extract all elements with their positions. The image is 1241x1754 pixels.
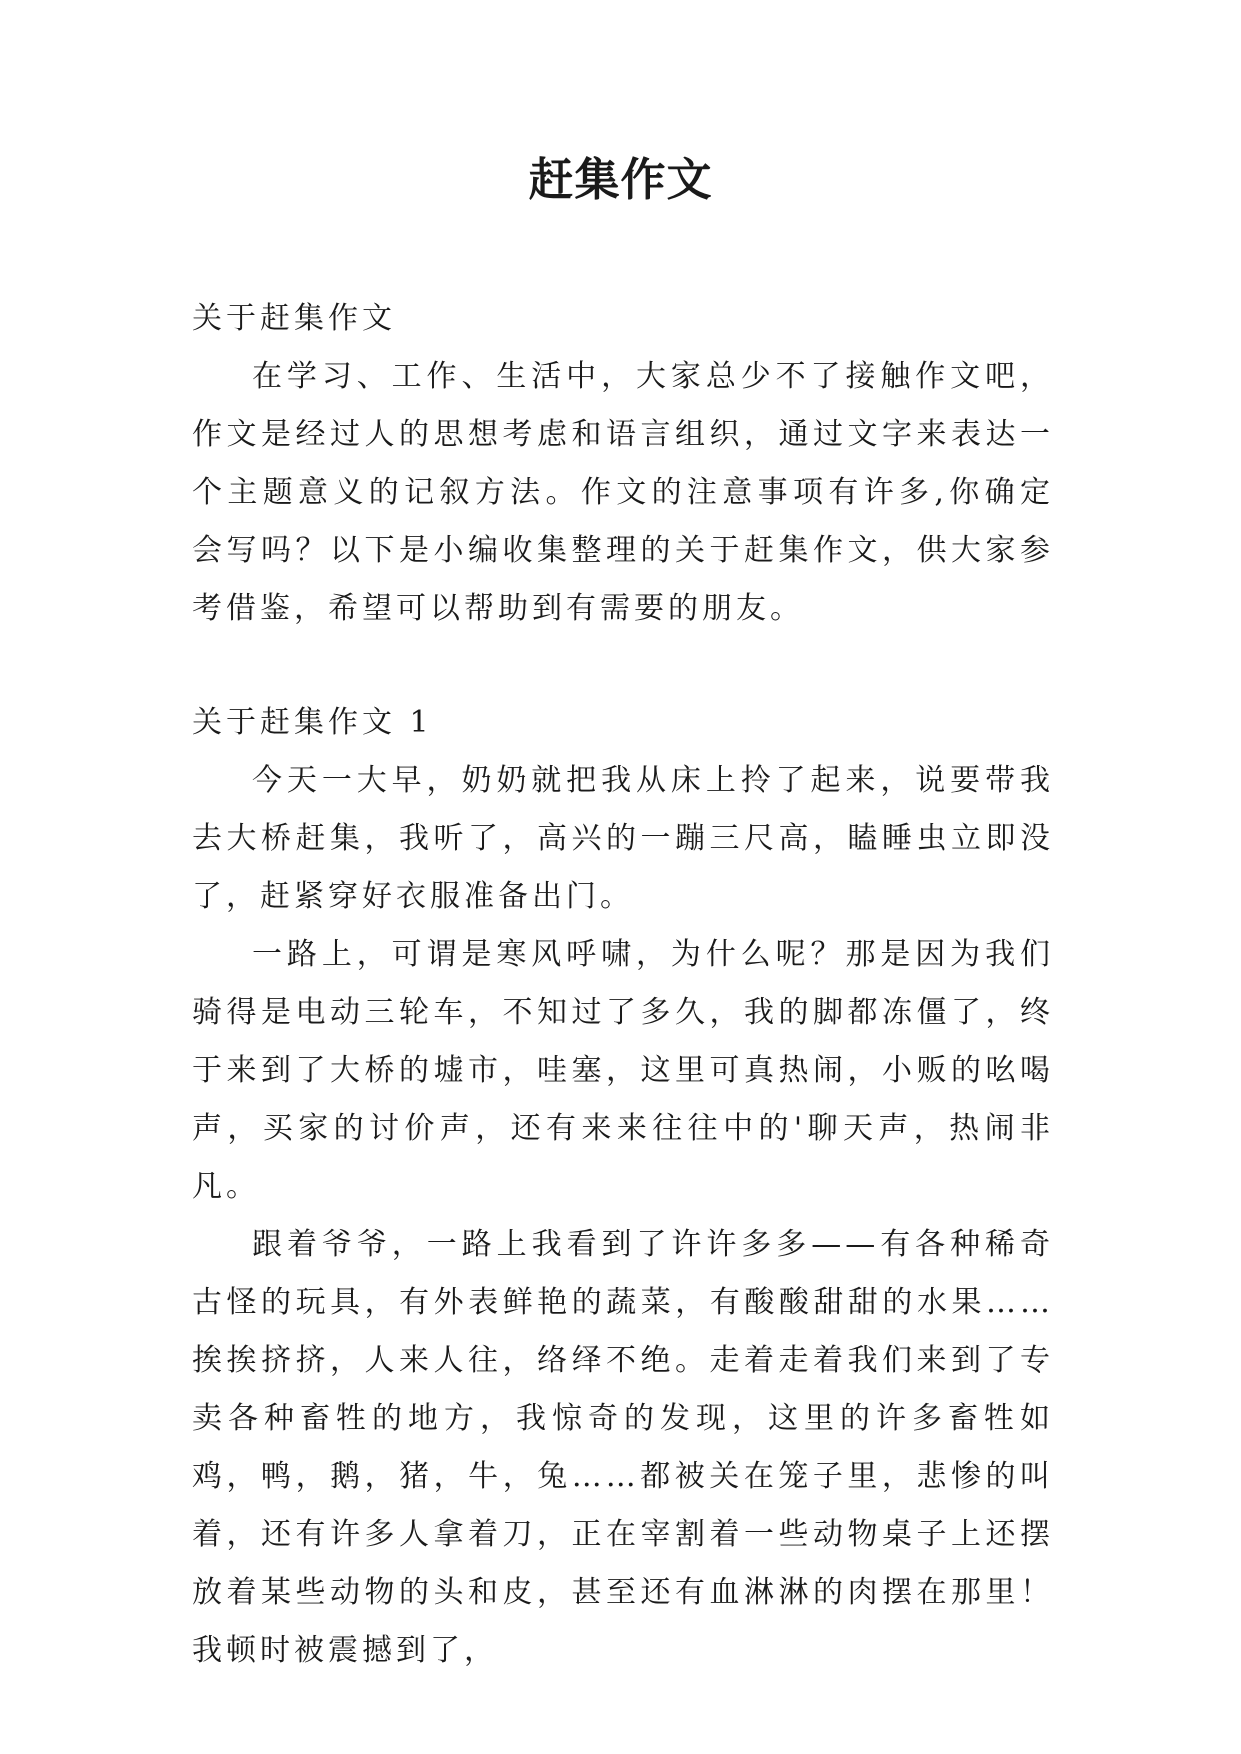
document-body [192, 290, 1054, 1680]
section1-paragraph: 一路上，可谓是寒风呼啸，为什么呢？那是因为我们骑得是电动三轮车，不知过了多久，我的脚都冻僵了，终于来到了大桥的墟市，哇塞，这里可真热闹，小贩的吆喝声，买家的讨价声，还有来来往往中的'聊天声，热闹非凡。 [192, 937, 1054, 1204]
section-spacer [192, 638, 1054, 694]
document-title: 赶集作文 [528, 153, 713, 206]
section1-paragraph: 跟着爷爷，一路上我看到了许许多多——有各种稀奇古怪的玩具，有外表鲜艳的蔬菜，有酸酸甜甜的水果……挨挨挤挤，人来人往，络绎不绝。走着走着我们来到了专卖各种畜牲的地方，我惊奇的发现，这里的许多畜牲如鸡，鸭，鹅，猪，牛，兔……都被关在笼子里，悲惨的叫着，还有许多人拿着刀，正在宰割着一些动物桌子上还摆放着某些动物的头和皮，甚至还有血淋淋的肉摆在那里！我顿时被震撼到了， [192, 1227, 1054, 1668]
section1-paragraph: 今天一大早，奶奶就把我从床上拎了起来，说要带我去大桥赶集，我听了，高兴的一蹦三尺高，瞌睡虫立即没了，赶紧穿好衣服准备出门。 [192, 763, 1054, 914]
section1-heading: 关于赶集作文 1 [192, 705, 433, 740]
intro-heading: 关于赶集作文 [192, 301, 396, 336]
intro-paragraph: 在学习、工作、生活中，大家总少不了接触作文吧，作文是经过人的思想考虑和语言组织，通过文字来表达一个主题意义的记叙方法。作文的注意事项有许多,你确定会写吗？以下是小编收集整理的关于赶集作文，供大家参考借鉴，希望可以帮助到有需要的朋友。 [192, 359, 1054, 626]
